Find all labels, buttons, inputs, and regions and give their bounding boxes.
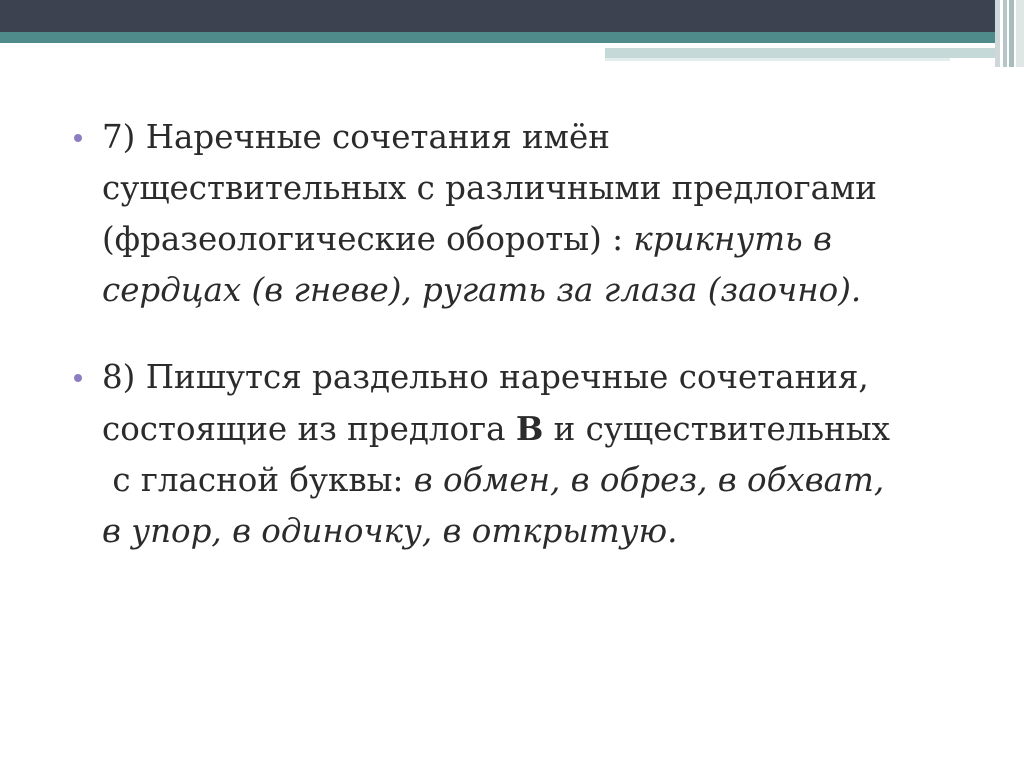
bullet-line xyxy=(102,506,954,557)
header-light-band-2 xyxy=(605,58,950,61)
bullet-line xyxy=(102,265,954,316)
example-text: сердцах (в гневе), ругать за глаза (заочно). xyxy=(102,271,862,309)
bullet-item-7 xyxy=(74,112,954,316)
example-text: в обмен, в обрез, в обхват, xyxy=(413,461,885,499)
example-text: крикнуть в xyxy=(633,220,832,258)
preposition-v: В xyxy=(515,409,544,448)
header-teal-band xyxy=(0,32,600,43)
slide-content xyxy=(74,112,954,593)
header-light-band xyxy=(605,48,995,58)
example-text: в упор, в одиночку, в открытую. xyxy=(102,512,678,550)
bullet-line: с гласной буквы: в обмен, в обрез, в обхват, xyxy=(102,461,885,499)
header-stripe xyxy=(1016,0,1024,67)
header-teal-band-right xyxy=(600,32,995,43)
bullet-line: состоящие из предлога В и существительных xyxy=(102,409,890,448)
bullet-dot xyxy=(74,374,82,382)
bullet-item-8 xyxy=(74,352,954,557)
bullet-line: (фразеологические обороты) : крикнуть в xyxy=(102,220,832,258)
header-dark-band xyxy=(0,0,1024,32)
bullet-line: существительных с различными предлогами xyxy=(102,169,877,207)
bullet-line: 8) Пишутся раздельно наречные сочетания, xyxy=(102,358,869,396)
bullet-line: 7) Наречные сочетания имён xyxy=(102,118,610,156)
bullet-dot xyxy=(74,134,82,142)
